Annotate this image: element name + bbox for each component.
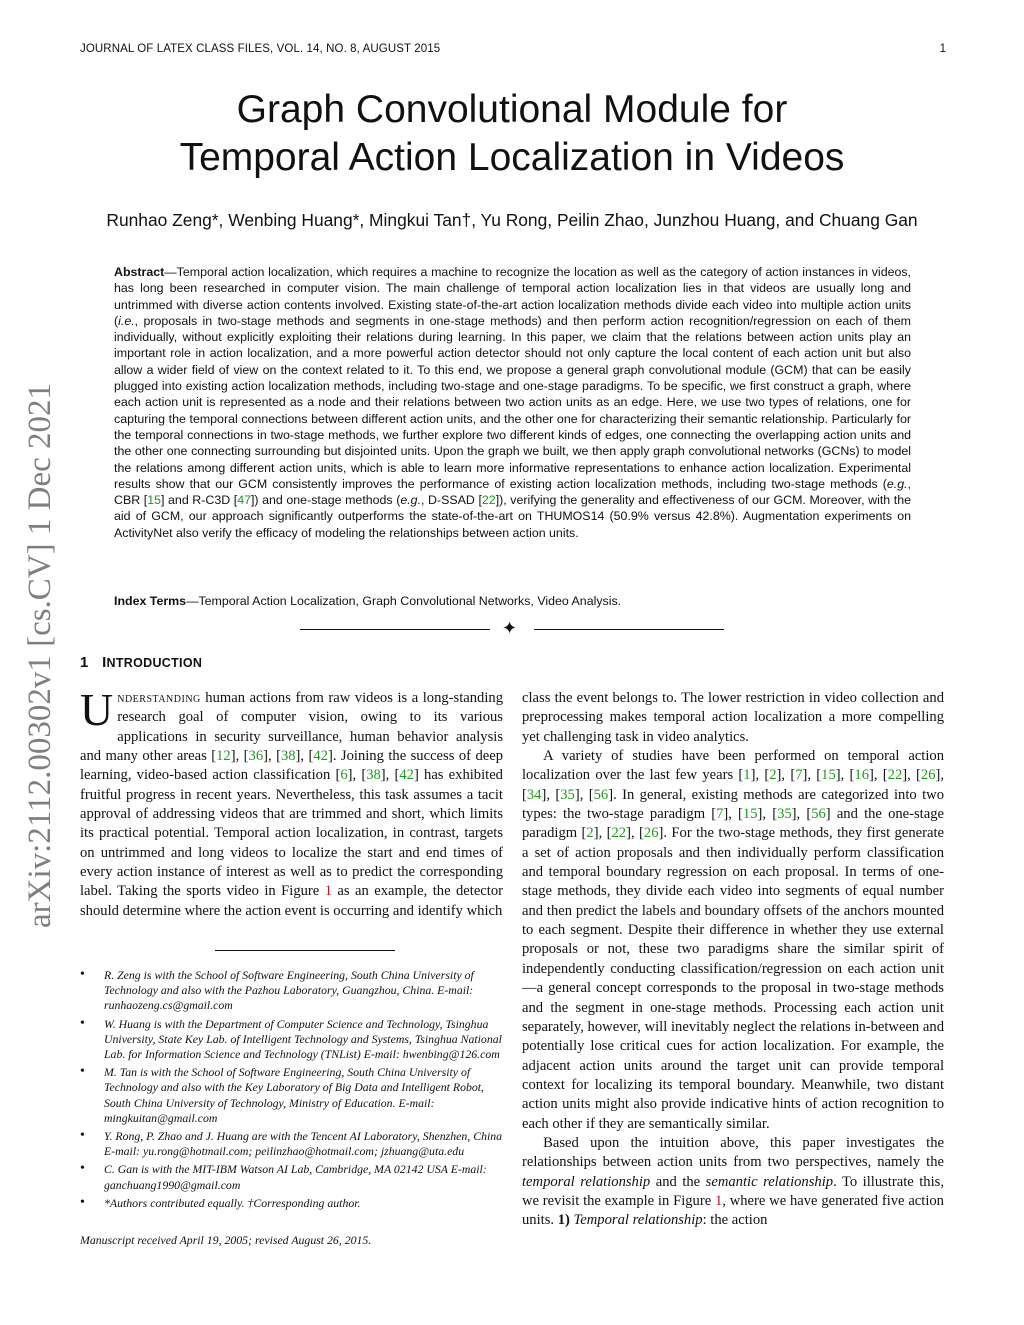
citation-link[interactable]: 15 — [147, 493, 161, 508]
body-text: and the — [650, 1173, 706, 1190]
figure-link[interactable]: 1 — [324, 883, 332, 900]
bullet-icon: • — [80, 1064, 85, 1080]
citation-link[interactable]: 7 — [716, 806, 724, 823]
citation-separator: ], [ — [295, 748, 314, 765]
abstract-text: , proposals in two-stage methods and segments in one-stage methods) and then perform action recognition/regression on each of them individually, without explicitly exploiting their relations during learning. In this paper, we claim that the relations between action units play an important role in action localization, and a more powerful action detector should not only capture the local content of each action unit but also allow a wider field of view on the context related to it. To this end, we propose a general graph convolutional module (GCM) that can be easily plugged into existing action localization methods, including two-stage and one-stage paradigms. To be specific, we first construct a graph, where each action unit is represented as a node and their relations between two action units as an edge. Here, we use two types of relations, one for capturing the temporal connections between different action units, and the other one for characterizing their semantic relationship. Particularly for the temporal connections in two-stage methods, we further explore two different kinds of edges, one connecting the overlapping action units and the other one connecting surrounding but disjointed units. Upon the graph we built, we then apply graph convolutional networks (GCNs) to model the relations among different action units, which is able to learn more informative representations to enhance action localization. Experimental results show that our GCM consistently improves the performance of existing action localization methods, including two-stage methods ( — [114, 313, 911, 491]
citation-separator: ], [ — [723, 806, 743, 823]
citation-link[interactable]: 56 — [593, 786, 609, 803]
citation-separator: ], [ — [522, 767, 944, 803]
body-text: as an example, the detector should determine where the action event is occurring and identify which — [80, 883, 503, 919]
body-text: ] has exhibited fruitful progress in recent years. Nevertheless, this task assumes a tacit approval of addressing videos that are trimmed and short, which limits its practical potential. Temporal action localization, in contrast, targets on untrimmed and long videos to localize the start and end times of every action instance of interest as well as to predict the corresponding label. Taking the sports video in Figure — [80, 767, 503, 900]
citation-separator: ], [ — [263, 748, 281, 765]
citation-link[interactable]: 22 — [887, 767, 903, 784]
separator-line — [300, 629, 490, 630]
citation-link[interactable]: 26 — [920, 767, 936, 784]
citation-link[interactable]: 36 — [248, 748, 264, 765]
body-text: ]. For the two-stage methods, they first generate a set of action proposals and then individually perform classification and temporal boundary regression on each proposal. In terms of one-stage methods, they divide each video into segments of equal number and then predict the labels and boundary offsets of the anchors mounted to each segment. Despite their difference in whether they use external proposals or not, these two paradigms share the similar spirit of independently conducting classification/regression on each action unit—a general concept corresponds to the proposal in two-stage methods and the segment in one-stage methods. Processing each action unit separately, however, will inevitably neglect the relations in-between and potentially lose critical cues for action localization. For example, the adjacent action units around the target unit can provide temporal context for localizing its temporal boundary. Meanwhile, two distant action units might also provide indicative hints of action recognition to each other if they are semantically similar. — [522, 825, 944, 1132]
footnote-text: C. Gan is with the MIT-IBM Watson AI Lab, Cambridge, MA 02142 USA E-mail: ganchuang1990@gmail.com — [104, 1162, 487, 1192]
abstract-text: —Temporal action localization, which requires a machine to recognize the location as well as the category of action instances in videos, has long been researched in computer vision. The main challenge of temporal action localization lies in that videos are usually long and untrimmed with diverse action contents involved. Existing state-of-the-art action localization methods divide each video into multiple action units ( — [114, 265, 911, 328]
section-separator — [300, 618, 724, 638]
abstract-eg: e.g. — [400, 493, 422, 508]
list-marker: 1) — [557, 1212, 570, 1229]
citation-link[interactable]: 2 — [769, 767, 777, 784]
citation-separator: ], [ — [380, 767, 400, 784]
citation-separator: ], [ — [593, 825, 612, 842]
footnote-text: W. Huang is with the Department of Computer Science and Technology, Tsinghua University, State Key Lab. of Intelligent Technology and Systems, Tsinghua National Lab. for Information Science and Technology (TNList) E-mail: hwenbing@126.com — [104, 1016, 502, 1062]
bullet-icon: • — [80, 1161, 85, 1177]
emphasis-text: temporal relationship — [522, 1173, 651, 1190]
running-header: JOURNAL OF LATEX CLASS FILES, VOL. 14, NO. 8, AUGUST 2015 — [80, 43, 441, 55]
abstract-text: ] and R-C3D [ — [161, 493, 238, 508]
citation-link[interactable]: 1 — [743, 767, 751, 784]
paragraph — [80, 684, 503, 921]
citation-link[interactable]: 42 — [313, 748, 328, 765]
bullet-icon: • — [80, 1194, 85, 1210]
footnote-list — [80, 968, 503, 1214]
emphasis-text: Temporal relationship — [573, 1212, 703, 1229]
footnote-item — [80, 1129, 503, 1159]
bullet-icon: • — [80, 1015, 85, 1031]
small-caps-word: nderstanding — [117, 690, 201, 706]
abstract — [114, 264, 911, 541]
citation-link[interactable]: 47 — [237, 493, 251, 508]
section-title-rest: NTRODUCTION — [106, 656, 203, 670]
section-title-initial: I — [102, 654, 107, 671]
citation-separator: ], [ — [347, 767, 367, 784]
body-text: ]. In general, existing methods are categorized into two types: the two-stage paradigm [ — [522, 786, 944, 823]
citation-separator: ], [ — [757, 806, 778, 823]
paragraph: class the event belongs to. The lower restriction in video collection and preprocessing makes temporal action localization a more compelling yet challenging task in video analytics. — [522, 690, 944, 745]
citation-separator: ], [ — [868, 767, 888, 784]
left-column — [80, 684, 503, 921]
citation-separator: ], [ — [776, 767, 796, 784]
abstract-label: Abstract — [114, 265, 165, 279]
abstract-text: , D-SSAD [ — [421, 493, 482, 508]
citation-link[interactable]: 6 — [340, 767, 348, 784]
separator-star-icon: ✦ — [502, 618, 518, 638]
footnote-item — [80, 1065, 503, 1126]
citation-link[interactable]: 22 — [481, 493, 496, 508]
citation-link[interactable]: 16 — [854, 767, 869, 784]
citation-link[interactable]: 7 — [795, 767, 803, 784]
citation-separator: ], [ — [541, 786, 561, 803]
body-text: : the action — [702, 1212, 768, 1229]
bullet-icon: • — [80, 967, 85, 982]
footnote-rule — [215, 950, 395, 951]
abstract-ie: i.e. — [118, 313, 135, 328]
citation-separator: ], [ — [574, 786, 594, 803]
citation-separator: ], [ — [835, 767, 855, 784]
abstract-eg: e.g. — [886, 476, 908, 491]
section-number: 1 — [80, 654, 89, 671]
footnote-item — [80, 968, 503, 1014]
index-terms-label: Index Terms — [114, 594, 187, 608]
page-number: 1 — [939, 43, 946, 55]
title-line-2: Temporal Action Localization in Videos — [179, 136, 845, 179]
citation-link[interactable]: 26 — [643, 825, 659, 842]
abstract-text: ]), verifying the generality and effectiveness of our GCM. Moreover, with the aid of GCM, our approach significantly outperforms the state-of-the-art on THUMOS14 (50.9% versus 42.8%). Augmentation experiments on ActivityNet also verify the efficacy of modeling the relationships between action units. — [114, 493, 911, 540]
body-text: human actions from raw videos is a long-standing research goal of computer vision, owing to its various applications in security surveillance, human behavior analysis and many other areas [ — [80, 690, 503, 765]
citation-link[interactable]: 35 — [777, 806, 792, 823]
abstract-text: , CBR [ — [114, 476, 911, 508]
manuscript-note: Manuscript received April 19, 2005; revised August 26, 2015. — [80, 1233, 372, 1247]
citation-separator: ], [ — [750, 767, 770, 784]
citation-link[interactable]: 12 — [216, 748, 231, 765]
body-text: ] and the one-stage paradigm [ — [522, 806, 944, 842]
citation-link[interactable]: 34 — [526, 786, 542, 803]
title-line-1: Graph Convolutional Module for — [236, 88, 788, 131]
body-text: ]. Joining the success of deep learning, video-based action classification [ — [80, 748, 503, 784]
citation-separator: ], [ — [230, 748, 249, 765]
paper-title — [0, 86, 1024, 182]
author-list: Runhao Zeng*, Wenbing Huang*, Mingkui Tan†, Yu Rong, Peilin Zhao, Junzhou Huang, and Chuang Gan — [106, 210, 918, 230]
footnote-text: Y. Rong, P. Zhao and J. Huang are with the Tencent AI Laboratory, Shenzhen, China E-mail: yu.rong@hotmail.com; peilinzhao@hotmail.com; jzhuang@uta.edu — [104, 1129, 503, 1159]
footnote-item — [80, 1017, 503, 1063]
citation-link[interactable]: 38 — [280, 748, 296, 765]
figure-link[interactable]: 1 — [714, 1192, 723, 1209]
separator-line — [534, 629, 724, 630]
paragraph — [522, 747, 944, 1134]
section-heading — [80, 654, 202, 671]
body-text: , where we have generated five action units. — [522, 1192, 944, 1229]
paragraph — [522, 1134, 944, 1231]
emphasis-text: semantic relationship — [705, 1173, 834, 1190]
citation-link[interactable]: 38 — [366, 767, 381, 784]
citation-separator: ], [ — [626, 825, 644, 842]
citation-link[interactable]: 22 — [611, 825, 627, 842]
drop-cap: U — [80, 684, 114, 735]
body-text: . To illustrate this, we revisit the example in Figure — [522, 1173, 944, 1209]
footnote-text: *Authors contributed equally. †Corresponding author. — [104, 1195, 361, 1210]
footnote-item — [80, 1162, 503, 1192]
right-column — [522, 689, 944, 1231]
citation-link[interactable]: 35 — [560, 786, 575, 803]
footnote-text: M. Tan is with the School of Software Engineering, South China University of Technology and also with the Key Laboratory of Big Data and Intelligent Robot, South China University of Technology, Ministry of Education. E-mail: mingkuitan@gmail.com — [104, 1065, 484, 1125]
index-terms-text: —Temporal Action Localization, Graph Convolutional Networks, Video Analysis. — [186, 594, 622, 608]
citation-link[interactable]: 15 — [742, 806, 758, 823]
arxiv-stamp: arXiv:2112.00302v1 [cs.CV] 1 Dec 2021 — [22, 382, 58, 928]
bullet-icon: • — [80, 1128, 85, 1144]
index-terms — [114, 594, 911, 608]
citation-link[interactable]: 2 — [586, 825, 594, 842]
citation-separator: ], [ — [902, 767, 921, 784]
footnote-text: R. Zeng is with the School of Software Engineering, South China University of Technology and also with the Pazhou Laboratory, Guangzhou, China. E-mail: runhaozeng.cs@gmail.com — [104, 968, 474, 1013]
body-text: A variety of studies have been performed on temporal action localization over the last few years [ — [522, 748, 944, 784]
abstract-text: ]) and one-stage methods ( — [250, 493, 401, 508]
body-text: Based upon the intuition above, this paper investigates the relationships between action units from two perspectives, namely the — [522, 1134, 944, 1171]
citation-separator: ], [ — [802, 767, 822, 784]
footnote-item — [80, 1196, 503, 1211]
citation-link[interactable]: 56 — [811, 806, 826, 823]
citation-link[interactable]: 42 — [399, 767, 414, 784]
citation-separator: ], [ — [791, 806, 812, 823]
citation-link[interactable]: 15 — [821, 767, 836, 784]
